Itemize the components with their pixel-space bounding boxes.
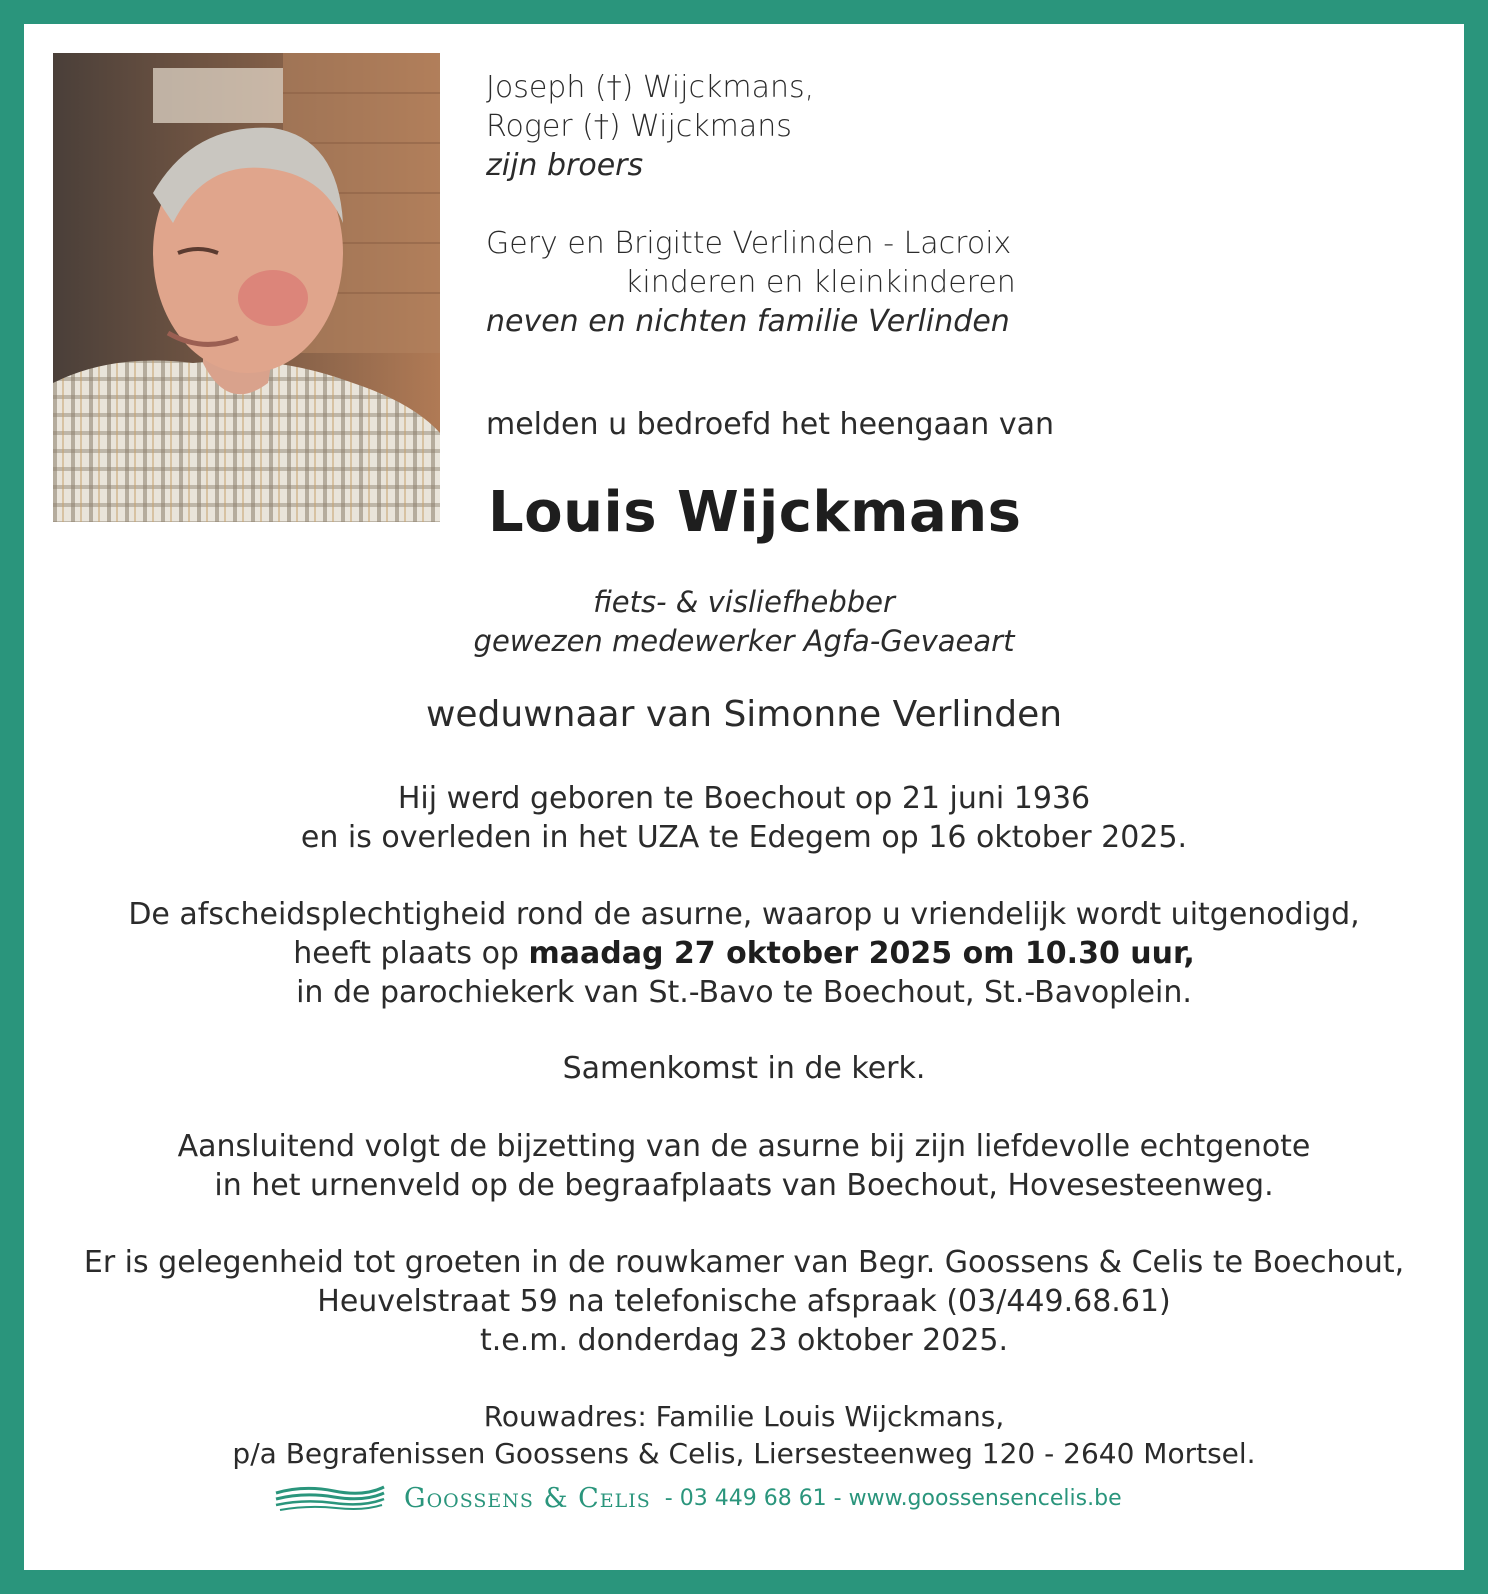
visitation-line: Heuvelstraat 59 na telefonische afspraak (03/449.68.61) [317, 1284, 1171, 1319]
family-line: Roger (†) Wijckmans [486, 109, 792, 144]
announcement-text: melden u bedroefd het heengaan van [486, 407, 1055, 442]
ceremony-info [24, 895, 1464, 1012]
family-line: kinderen en kleinkinderen [625, 265, 1016, 300]
portrait-photo [53, 53, 440, 522]
wave-logo-icon [274, 1483, 386, 1513]
death-line: en is overleden in het UZA te Edegem op 16 oktober 2025. [300, 820, 1188, 855]
portrait-illustration [53, 53, 440, 522]
ceremony-line: in de parochiekerk van St.-Bavo te Boechout, St.-Bavoplein. [296, 975, 1192, 1010]
address-line: p/a Begrafenissen Goossens & Celis, Liersesteenweg 120 - 2640 Mortsel. [232, 1437, 1256, 1470]
ceremony-date: maadag 27 oktober 2025 om 10.30 uur, [528, 936, 1195, 971]
burial-info [24, 1127, 1464, 1205]
family-relation: neven en nichten familie Verlinden [486, 304, 1010, 339]
family-relation: zijn broers [486, 148, 644, 183]
obituary-card [24, 24, 1464, 1570]
ceremony-prefix: heeft plaats op [293, 936, 529, 971]
address-line: Rouwadres: Familie Louis Wijckmans, [483, 1400, 1005, 1433]
family-list [486, 68, 1016, 341]
gathering-text: Samenkomst in de kerk. [562, 1051, 926, 1086]
deceased-name: Louis Wijckmans [488, 480, 1022, 545]
ceremony-line [24, 934, 1464, 973]
birth-line: Hij werd geboren te Boechout op 21 juni 1936 [397, 781, 1091, 816]
mourning-address [24, 1398, 1464, 1472]
family-line: Joseph (†) Wijckmans, [486, 70, 815, 105]
visitation-line: t.e.m. donderdag 23 oktober 2025. [479, 1323, 1009, 1358]
birth-death [24, 779, 1464, 857]
burial-line: in het urnenveld op de begraafplaats van Boechout, Hovesesteenweg. [214, 1168, 1274, 1203]
hobby-line: gewezen medewerker Agfa-Gevaeart [473, 624, 1015, 658]
widower-text: weduwnaar van Simonne Verlinden [425, 694, 1063, 735]
visitation-line: Er is gelegenheid tot groeten in de rouwkamer van Begr. Goossens & Celis te Boechout, [83, 1245, 1405, 1280]
brand-contact[interactable]: - 03 449 68 61 - www.goossensencelis.be [664, 1485, 1122, 1511]
burial-line: Aansluitend volgt de bijzetting van de asurne bij zijn liefdevolle echtgenote [177, 1129, 1311, 1164]
family-line: Gery en Brigitte Verlinden - Lacroix [486, 226, 1012, 261]
hobby-line: fiets- & visliefhebber [593, 585, 895, 619]
visitation-info [24, 1243, 1464, 1360]
ceremony-line: De afscheidsplechtigheid rond de asurne, waarop u vriendelijk wordt uitgenodigd, [128, 897, 1360, 932]
hobbies [24, 583, 1464, 661]
footer [274, 1478, 1122, 1518]
brand-name: Goossens & Celis [404, 1482, 651, 1514]
